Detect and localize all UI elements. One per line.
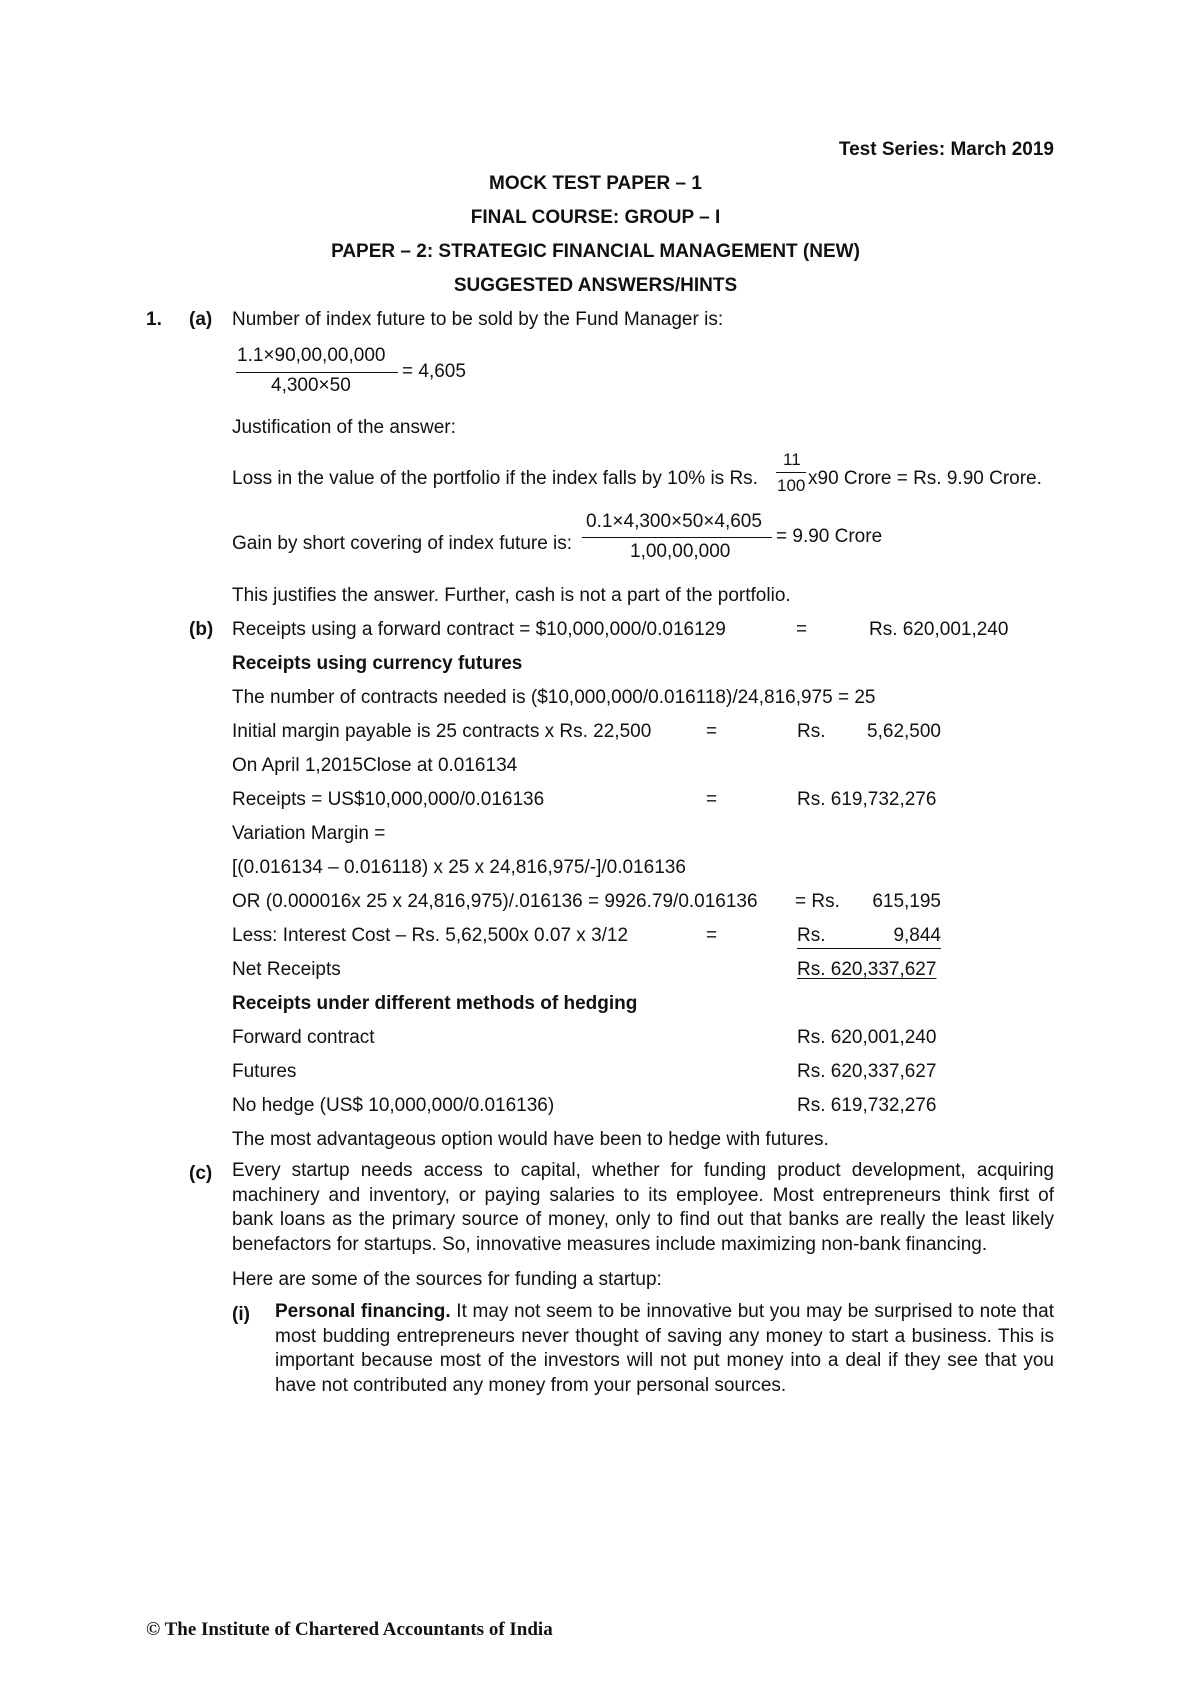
justification-heading: Justification of the answer: [232,417,456,438]
course-title: FINAL COURSE: GROUP – I [470,207,721,228]
paper-title: MOCK TEST PAPER – 1 [489,173,702,194]
forward-value: Rs. 620,001,240 [869,619,1009,640]
gain-text: Gain by short covering of index future is: [232,533,573,554]
item-i-paragraph [275,1300,1054,1398]
interest-line: Less: Interest Cost – Rs. 5,62,500x 0.07 x 3/12 [232,925,629,946]
interest-value: 9,844 [893,925,941,946]
interest-underline [797,948,941,949]
method-forward-label: Forward contract [232,1027,375,1048]
loss-fraction-bar [776,472,806,473]
gain-fraction-bar [582,537,772,538]
answers-heading: SUGGESTED ANSWERS/HINTS [453,275,738,296]
fraction1-denominator: 4,300×50 [271,375,351,396]
conclusion-text: The most advantageous option would have been to hedge with futures. [232,1129,829,1150]
item-i-heading: Personal financing. [275,1301,451,1322]
forward-equals: = [796,619,808,640]
justifies-text: This justifies the answer. Further, cash is not a part of the portfolio. [232,585,791,606]
methods-heading: Receipts under different methods of hedging [232,993,638,1014]
loss-text: Loss in the value of the portfolio if the index falls by 10% is Rs. [232,468,758,489]
contracts-line: The number of contracts needed is ($10,000,000/0.016118)/24,816,975 = 25 [232,687,876,708]
receipts-equals: = [706,789,718,810]
variation-line: Variation Margin = [232,823,386,844]
net-receipts-label: Net Receipts [232,959,341,980]
receipts-line: Receipts = US$10,000,000/0.016136 [232,789,545,810]
interest-equals: = [706,925,718,946]
loss-fraction-denominator: 100 [777,476,806,495]
forward-contract-line: Receipts using a forward contract = $10,000,000/0.016129 [232,619,726,640]
gain-fraction-denominator: 1,00,00,000 [630,541,731,562]
method-forward-value: Rs. 620,001,240 [797,1027,937,1048]
or-line: OR (0.000016x 25 x 24,816,975)/.016136 = 9926.79/0.016136 [232,891,758,912]
futures-heading: Receipts using currency futures [232,653,523,674]
margin-value: 5,62,500 [867,721,941,742]
or-equals: = Rs. [795,891,840,912]
sources-line: Here are some of the sources for funding a startup: [232,1269,662,1290]
margin-rs: Rs. [797,721,826,742]
part-c-label: (c) [189,1163,213,1184]
gain-result: = 9.90 Crore [776,526,883,547]
receipts-value: Rs. 619,732,276 [797,789,937,810]
variation-formula: [(0.016134 – 0.016118) x 25 x 24,816,975/-]/0.016136 [232,857,686,878]
margin-equals: = [706,721,718,742]
april-line: On April 1,2015Close at 0.016134 [232,755,518,776]
or-value: 615,195 [872,891,941,912]
fraction1-result: = 4,605 [402,361,466,382]
startup-paragraph: Every startup needs access to capital, whether for funding product development, acquiring machinery and inventory, or paying salaries to its employee. Most entrepreneurs think first of bank loans as the primary source of money, only to find out that banks are really the least likely benefactors for startups. So, innovative measures include maximizing non-bank financing. [232,1160,1054,1255]
paper-subject-title: PAPER – 2: STRATEGIC FINANCIAL MANAGEMENT (NEW) [331,241,860,262]
net-receipts-value: Rs. 620,337,627 [797,959,937,980]
fraction1-numerator: 1.1×90,00,00,000 [237,345,386,366]
fraction1-bar [236,372,398,373]
question-number: 1. [146,309,162,330]
part-a-label: (a) [189,309,213,330]
method-nohedge-label: No hedge (US$ 10,000,000/0.016136) [232,1095,555,1116]
item-i-label: (i) [232,1304,250,1325]
method-futures-value: Rs. 620,337,627 [797,1061,937,1082]
interest-rs: Rs. [797,925,826,946]
part-a-intro: Number of index future to be sold by the Fund Manager is: [232,309,724,330]
part-b-label: (b) [189,619,214,640]
method-futures-label: Futures [232,1061,297,1082]
footer-copyright: © The Institute of Chartered Accountants of India [146,1619,553,1640]
gain-fraction-numerator: 0.1×4,300×50×4,605 [586,511,762,532]
loss-result: x90 Crore = Rs. 9.90 Crore. [808,468,1042,489]
loss-fraction-numerator: 11 [783,450,801,469]
item-i-text: It may not seem to be innovative but you may be surprised to note that most budding entrepreneurs never thought of saving any money to start a business. This is important because most of the investors will not put money into a deal if they see that you have not contributed any money from your personal sources. [275,1301,1054,1396]
method-nohedge-value: Rs. 619,732,276 [797,1095,937,1116]
test-series-label: Test Series: March 2019 [838,139,1054,160]
margin-line: Initial margin payable is 25 contracts x Rs. 22,500 [232,721,652,742]
